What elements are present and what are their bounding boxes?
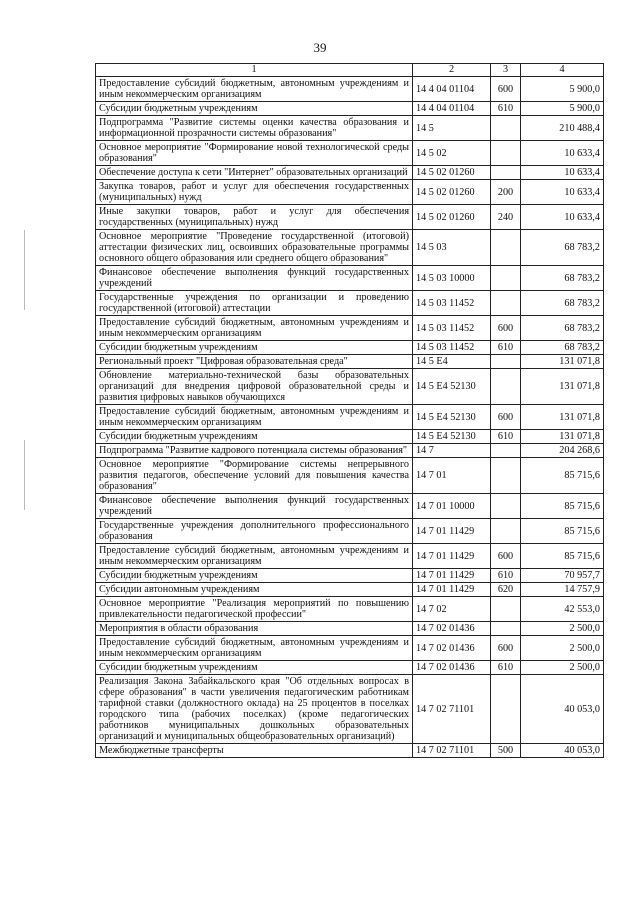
row-code: 14 7 01: [413, 458, 491, 494]
table-row: [96, 291, 604, 316]
row-name: Обновление материально-технической базы образовательных организаций для внедрения цифровой образовательной среды и развития цифровых навыков обучающихся: [96, 369, 413, 405]
header-col-type: 3: [491, 64, 521, 77]
table-row: [96, 458, 604, 494]
row-name: Подпрограмма "Развитие системы оценки качества образования и информационной прозрачности системы образования": [96, 116, 413, 141]
row-code: 14 7 02 01436: [413, 622, 491, 636]
row-code: 14 5 03 10000: [413, 266, 491, 291]
table-row: [96, 597, 604, 622]
row-type: 200: [491, 180, 521, 205]
table-body: [96, 77, 604, 758]
row-type: 610: [491, 661, 521, 675]
row-code: 14 5 Е4 52130: [413, 369, 491, 405]
row-name: Государственные учреждения дополнительного профессионального образования: [96, 519, 413, 544]
row-sum: 85 715,6: [521, 519, 604, 544]
row-type: 610: [491, 430, 521, 444]
header-col-name: 1: [96, 64, 413, 77]
row-type: [491, 369, 521, 405]
row-type: [491, 141, 521, 166]
row-type: 600: [491, 544, 521, 569]
row-sum: 68 783,2: [521, 230, 604, 266]
row-sum: 85 715,6: [521, 544, 604, 569]
row-name: Основное мероприятие "Реализация мероприятий по повышению привлекательности педагогической профессии": [96, 597, 413, 622]
row-sum: 2 500,0: [521, 622, 604, 636]
budget-table: [95, 63, 604, 758]
row-sum: 204 268,6: [521, 444, 604, 458]
row-type: [491, 675, 521, 744]
row-sum: 131 071,8: [521, 355, 604, 369]
row-code: 14 5 02 01260: [413, 166, 491, 180]
row-type: [491, 494, 521, 519]
row-name: Субсидии бюджетным учреждениям: [96, 341, 413, 355]
table-row: [96, 180, 604, 205]
table-row: [96, 341, 604, 355]
row-type: 600: [491, 316, 521, 341]
table-row: [96, 405, 604, 430]
row-sum: 68 783,2: [521, 341, 604, 355]
row-code: 14 5 03 11452: [413, 316, 491, 341]
row-type: [491, 355, 521, 369]
row-code: 14 7 01 11429: [413, 544, 491, 569]
row-type: 600: [491, 77, 521, 102]
row-code: 14 5: [413, 116, 491, 141]
row-name: Закупка товаров, работ и услуг для обеспечения государственных (муниципальных) нужд: [96, 180, 413, 205]
row-sum: 131 071,8: [521, 430, 604, 444]
row-name: Предоставление субсидий бюджетным, автономным учреждениям и иным некоммерческим организациям: [96, 636, 413, 661]
row-name: Субсидии бюджетным учреждениям: [96, 430, 413, 444]
row-name: Региональный проект "Цифровая образовательная среда": [96, 355, 413, 369]
row-sum: 131 071,8: [521, 405, 604, 430]
row-type: 610: [491, 102, 521, 116]
table-row: [96, 444, 604, 458]
row-sum: 10 633,4: [521, 141, 604, 166]
row-name: Основное мероприятие "Формирование системы непрерывного развития педагогов, обеспечение условий для повышения качества образования": [96, 458, 413, 494]
row-type: 610: [491, 569, 521, 583]
row-type: [491, 116, 521, 141]
row-type: [491, 622, 521, 636]
row-name: Субсидии автономным учреждениям: [96, 583, 413, 597]
row-sum: 68 783,2: [521, 266, 604, 291]
row-code: 14 7 01 11429: [413, 569, 491, 583]
row-name: Мероприятия в области образования: [96, 622, 413, 636]
row-type: [491, 519, 521, 544]
row-name: Предоставление субсидий бюджетным, автономным учреждениям и иным некоммерческим организациям: [96, 77, 413, 102]
table-header-row: [96, 64, 604, 77]
row-type: [491, 230, 521, 266]
row-type: [491, 166, 521, 180]
row-sum: 85 715,6: [521, 458, 604, 494]
table-row: [96, 583, 604, 597]
row-sum: 85 715,6: [521, 494, 604, 519]
row-type: 600: [491, 405, 521, 430]
row-type: 620: [491, 583, 521, 597]
row-type: 610: [491, 341, 521, 355]
row-sum: 70 957,7: [521, 569, 604, 583]
table-row: [96, 569, 604, 583]
row-type: [491, 266, 521, 291]
table-row: [96, 369, 604, 405]
table-row: [96, 744, 604, 758]
row-type: 600: [491, 636, 521, 661]
row-name: Государственные учреждения по организации и проведению государственной (итоговой) аттестации: [96, 291, 413, 316]
row-name: Межбюджетные трансферты: [96, 744, 413, 758]
row-code: 14 7 02 71101: [413, 744, 491, 758]
row-code: 14 5 02: [413, 141, 491, 166]
table-row: [96, 205, 604, 230]
table-row: [96, 355, 604, 369]
row-sum: 14 757,9: [521, 583, 604, 597]
row-sum: 40 053,0: [521, 744, 604, 758]
row-name: Субсидии бюджетным учреждениям: [96, 102, 413, 116]
row-code: 14 7 01 10000: [413, 494, 491, 519]
row-sum: 5 900,0: [521, 77, 604, 102]
table-row: [96, 661, 604, 675]
row-name: Предоставление субсидий бюджетным, автономным учреждениям и иным некоммерческим организациям: [96, 405, 413, 430]
row-code: 14 5 03 11452: [413, 291, 491, 316]
row-name: Предоставление субсидий бюджетным, автономным учреждениям и иным некоммерческим организациям: [96, 316, 413, 341]
row-type: [491, 444, 521, 458]
table-row: [96, 544, 604, 569]
row-sum: 10 633,4: [521, 166, 604, 180]
table-row: [96, 266, 604, 291]
row-sum: 131 071,8: [521, 369, 604, 405]
table-row: [96, 116, 604, 141]
table-row: [96, 519, 604, 544]
page-number: 39: [313, 40, 327, 55]
row-type: [491, 597, 521, 622]
row-code: 14 7 02 01436: [413, 661, 491, 675]
row-code: 14 7 02 71101: [413, 675, 491, 744]
row-type: 240: [491, 205, 521, 230]
row-code: 14 5 02 01260: [413, 205, 491, 230]
table-row: [96, 102, 604, 116]
table-row: [96, 230, 604, 266]
margin-mark: [24, 440, 25, 510]
row-code: 14 5 Е4: [413, 355, 491, 369]
row-code: 14 5 Е4 52130: [413, 430, 491, 444]
row-sum: 5 900,0: [521, 102, 604, 116]
row-name: Основное мероприятие "Формирование новой технологической среды образования": [96, 141, 413, 166]
row-code: 14 4 04 01104: [413, 77, 491, 102]
table-row: [96, 316, 604, 341]
row-sum: 2 500,0: [521, 636, 604, 661]
row-code: 14 5 03: [413, 230, 491, 266]
row-sum: 10 633,4: [521, 205, 604, 230]
table-row: [96, 166, 604, 180]
row-name: Иные закупки товаров, работ и услуг для обеспечения государственных (муниципальных) нужд: [96, 205, 413, 230]
header-col-code: 2: [413, 64, 491, 77]
header-col-sum: 4: [521, 64, 604, 77]
row-sum: 42 553,0: [521, 597, 604, 622]
margin-mark: [24, 230, 25, 310]
row-code: 14 7: [413, 444, 491, 458]
row-type: [491, 458, 521, 494]
row-type: [491, 291, 521, 316]
row-sum: 68 783,2: [521, 291, 604, 316]
table-row: [96, 141, 604, 166]
row-code: 14 5 Е4 52130: [413, 405, 491, 430]
row-code: 14 7 02: [413, 597, 491, 622]
row-sum: 210 488,4: [521, 116, 604, 141]
row-name: Реализация Закона Забайкальского края "Об отдельных вопросах в сфере образования" в части увеличения педагогическим работникам тарифной ставки (должностного оклада) на 25 процентов в поселках городского типа (рабочих поселках) (кроме педагогических работников муниципальных дошкольных образовательных организаций и муниципальных общеобразовательных организаций): [96, 675, 413, 744]
row-sum: 68 783,2: [521, 316, 604, 341]
row-code: 14 7 02 01436: [413, 636, 491, 661]
table-row: [96, 622, 604, 636]
table-row: [96, 77, 604, 102]
row-code: 14 4 04 01104: [413, 102, 491, 116]
row-name: Обеспечение доступа к сети "Интернет" образовательных организаций: [96, 166, 413, 180]
row-name: Финансовое обеспечение выполнения функций государственных учреждений: [96, 494, 413, 519]
table-row: [96, 494, 604, 519]
row-code: 14 5 03 11452: [413, 341, 491, 355]
row-name: Предоставление субсидий бюджетным, автономным учреждениям и иным некоммерческим организациям: [96, 544, 413, 569]
row-type: 500: [491, 744, 521, 758]
row-name: Субсидии бюджетным учреждениям: [96, 661, 413, 675]
row-sum: 40 053,0: [521, 675, 604, 744]
row-code: 14 7 01 11429: [413, 519, 491, 544]
table-row: [96, 636, 604, 661]
table-row: [96, 675, 604, 744]
row-sum: 10 633,4: [521, 180, 604, 205]
row-code: 14 7 01 11429: [413, 583, 491, 597]
row-name: Финансовое обеспечение выполнения функций государственных учреждений: [96, 266, 413, 291]
row-name: Основное мероприятие "Проведение государственной (итоговой) аттестации физических лиц, освоивших образовательные программы основного общего образования или среднего общего образования": [96, 230, 413, 266]
table-row: [96, 430, 604, 444]
row-name: Субсидии бюджетным учреждениям: [96, 569, 413, 583]
row-sum: 2 500,0: [521, 661, 604, 675]
row-name: Подпрограмма "Развитие кадрового потенциала системы образования": [96, 444, 413, 458]
row-code: 14 5 02 01260: [413, 180, 491, 205]
